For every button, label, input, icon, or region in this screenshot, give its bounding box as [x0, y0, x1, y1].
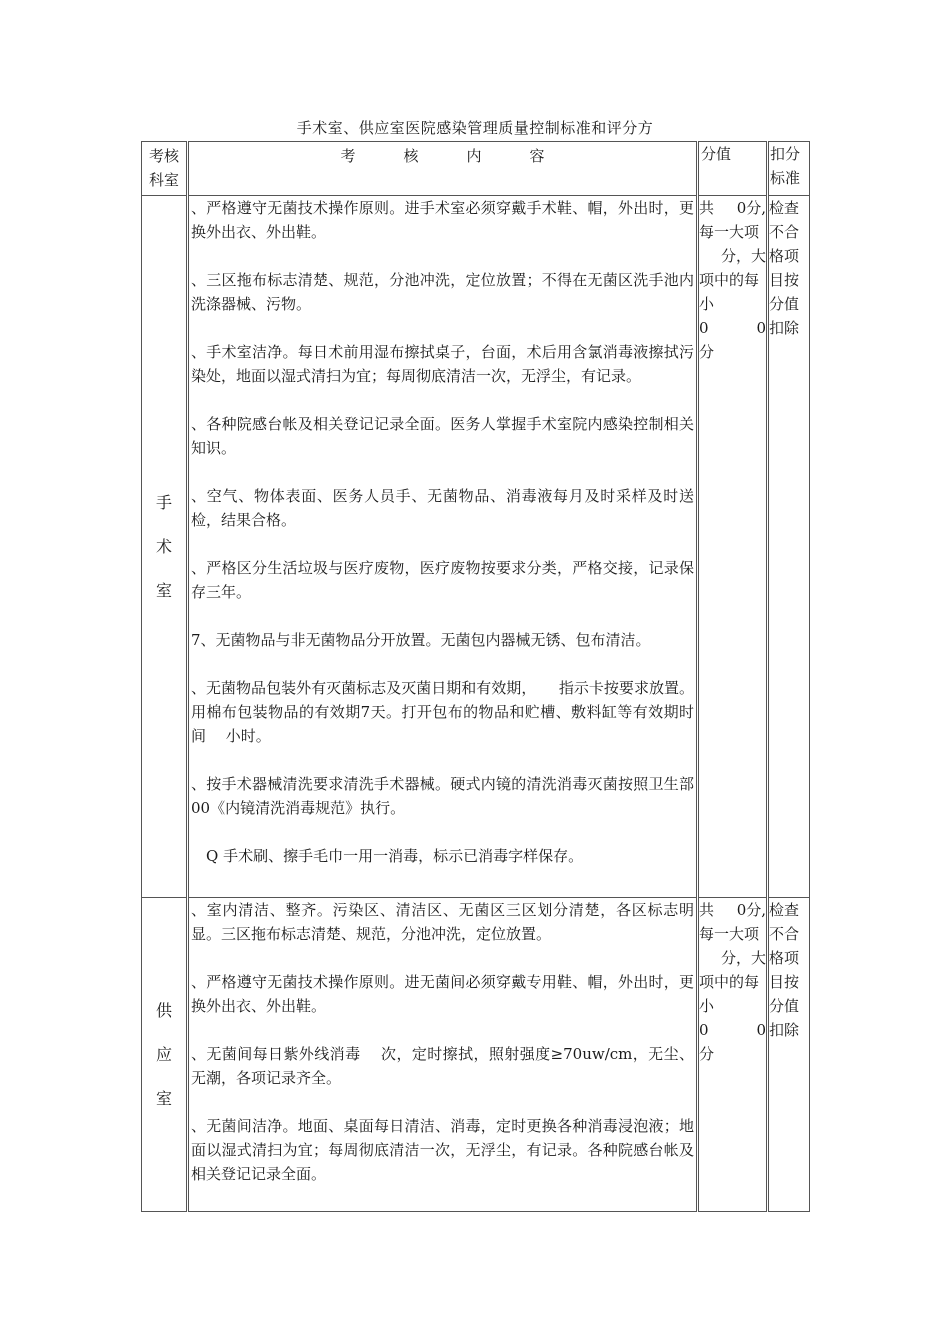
criteria-item: 、各种院感台帐及相关登记记录全面。医务人掌握手术室院内感染控制相关知识。	[191, 415, 694, 457]
deduct-text: 检查	[769, 199, 800, 217]
header-score-label: 分值	[701, 145, 732, 163]
page-title: 手术室、供应室医院感染管理质量控制标准和评分方	[296, 119, 654, 137]
score-text: 小	[699, 997, 715, 1015]
score-text: 0	[699, 1021, 709, 1039]
criteria-item: 、按手术器械清洗要求清洗手术器械。硬式内镜的清洗消毒灭菌按照卫生部 00《内镜清洗消毒规范》执行。	[191, 775, 710, 817]
criteria-item: 、室内清洁、整齐。污染区、清洁区、无菌区三区划分清楚，各区标志明显。三区拖布标志清楚、规范，分池冲洗，定位放置。	[191, 901, 694, 943]
content-cell	[188, 898, 698, 1212]
score-text: 0	[756, 319, 766, 337]
dept-char: 供	[155, 1000, 172, 1020]
header-content: 考核内容	[188, 142, 698, 196]
dept-name-supply-room	[156, 989, 172, 1121]
deduct-text: 分值	[769, 997, 800, 1015]
header-score	[698, 142, 768, 196]
score-text: 分，大	[720, 247, 766, 265]
header-dept-line2: 科室	[148, 171, 179, 189]
section-row-supply-room	[142, 898, 810, 1212]
dept-char: 术	[155, 536, 172, 556]
score-text: 分	[699, 343, 715, 361]
deduct-text: 格项	[769, 247, 800, 265]
deduct-text: 目按	[769, 973, 800, 991]
criteria-item: Q 手术刷、擦手毛巾一用一消毒，标示已消毒字样保存。	[191, 847, 584, 865]
header-dept-line1: 考核	[148, 147, 179, 165]
header-deduct	[768, 142, 810, 196]
deduct-text: 不合	[769, 925, 800, 943]
header-deduct-line1: 扣分	[770, 145, 801, 163]
criteria-item: 、空气、物体表面、医务人员手、无菌物品、消毒液每月及时采样及时送检，结果合格。	[191, 487, 694, 529]
deduct-text: 扣除	[769, 319, 800, 337]
criteria-item: 、严格遵守无菌技术操作原则。进手术室必须穿戴手术鞋、帽，外出时，更换外出衣、外出鞋。	[191, 199, 694, 241]
criteria-item: 、无菌间洁净。地面、桌面每日清洁、消毒，定时更换各种消毒浸泡液；地面以湿式清扫为宜；每周彻底清洁一次，无浮尘，有记录。各种院感台帐及相关登记记录全面。	[191, 1117, 694, 1183]
score-text: 0	[756, 1021, 766, 1039]
deduct-cell	[768, 196, 810, 898]
score-cell	[698, 898, 768, 1212]
score-text: 分	[699, 1045, 715, 1063]
dept-name-operating-room	[156, 481, 172, 613]
score-text: 项中的每	[699, 973, 760, 991]
deduct-cell	[768, 898, 810, 1212]
criteria-item: 、无菌物品包装外有灭菌标志及灭菌日期和有效期， 指示卡按要求放置。用棉布包装物品的有效期7天。打开包布的物品和贮槽、敷料缸等有效期时间 小时。	[191, 679, 694, 745]
content-cell	[188, 196, 710, 898]
deduct-text: 检查	[769, 901, 800, 919]
deduct-text: 格项	[769, 949, 800, 967]
header-dept	[142, 142, 188, 196]
dept-cell	[142, 898, 188, 1212]
dept-char: 室	[155, 580, 172, 600]
score-text: 0分,	[736, 199, 766, 217]
score-text: 项中的每	[699, 271, 760, 289]
deduct-text: 不合	[769, 223, 800, 241]
deduct-text: 目按	[769, 271, 800, 289]
deduct-text: 扣除	[769, 1021, 800, 1039]
criteria-table	[141, 141, 810, 1212]
criteria-item: 、无菌间每日紫外线消毒 次，定时擦拭，照射强度≥70uw/cm，无尘、无潮，各项记录齐全。	[191, 1045, 694, 1087]
dept-cell	[142, 196, 188, 898]
header-deduct-line2: 标准	[770, 169, 801, 187]
score-text: 共	[699, 199, 715, 217]
criteria-item: 、手术室洁净。每日术前用湿布擦拭桌子，台面，术后用含氯消毒液擦拭污染处，地面以湿式清扫为宜；每周彻底清洁一次，无浮尘，有记录。	[191, 343, 694, 385]
score-text: 0	[699, 319, 709, 337]
score-text: 每一大项	[699, 223, 760, 241]
score-text: 共	[699, 901, 715, 919]
section-row-operating-room	[142, 196, 810, 898]
deduct-text: 分值	[769, 295, 800, 313]
criteria-item: 7、无菌物品与非无菌物品分开放置。无菌包内器械无锈、包布清洁。	[191, 631, 651, 649]
criteria-item: 、严格遵守无菌技术操作原则。进无菌间必须穿戴专用鞋、帽，外出时，更换外出衣、外出鞋。	[191, 973, 694, 1015]
dept-char: 应	[155, 1044, 172, 1064]
score-text: 每一大项	[699, 925, 760, 943]
score-text: 分，大	[720, 949, 766, 967]
header-row	[142, 142, 810, 196]
dept-char: 室	[155, 1088, 172, 1108]
score-text: 0分,	[736, 901, 766, 919]
criteria-item: 、三区拖布标志清楚、规范，分池冲洗，定位放置；不得在无菌区洗手池内洗涤器械、污物。	[191, 271, 694, 313]
criteria-item: 、严格区分生活垃圾与医疗废物，医疗废物按要求分类，严格交接，记录保存三年。	[191, 559, 694, 601]
score-text: 小	[699, 295, 715, 313]
dept-char: 手	[155, 492, 172, 512]
